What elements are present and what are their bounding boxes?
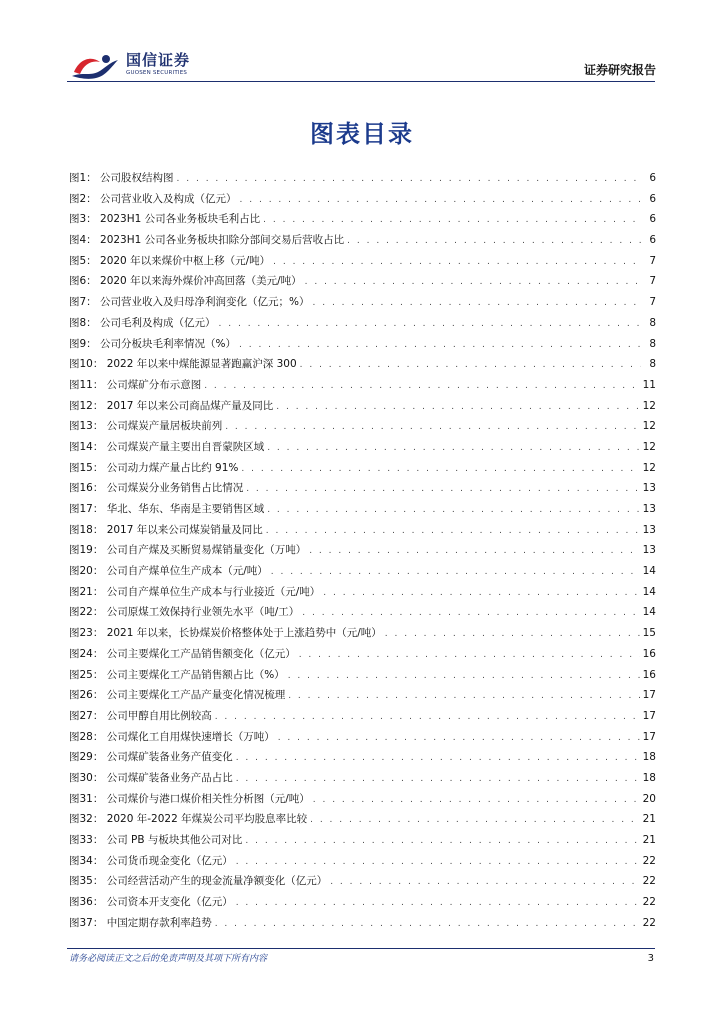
brand-name-cn: 国信证券 — [126, 51, 191, 70]
toc-leader-dots — [309, 546, 639, 556]
toc-leader-dots — [385, 629, 640, 639]
toc-leader-dots — [299, 650, 640, 660]
toc-entry-label: 图21： 公司自产煤单位生产成本与行业接近（元/吨） — [69, 585, 321, 598]
toc-entry-page: 22 — [642, 896, 656, 909]
toc-entry-page: 15 — [642, 627, 656, 640]
toc-entry-label: 图10： 2022 年以来中煤能源显著跑赢沪深 300 — [69, 358, 297, 371]
toc-entry-label: 图33： 公司 PB 与板块其他公司对比 — [69, 834, 243, 846]
toc-entry-label: 图24： 公司主要煤化工产品销售额变化（亿元） — [69, 647, 296, 660]
toc-entry[interactable] — [69, 791, 656, 812]
toc-leader-dots — [323, 588, 639, 598]
toc-entry[interactable] — [69, 398, 656, 419]
toc-entry-label: 图19： 公司自产煤及买断贸易煤销量变化（万吨） — [69, 544, 307, 557]
toc-entry-label: 图20： 公司自产煤单位生产成本（元/吨） — [69, 565, 268, 578]
toc-leader-dots — [240, 195, 641, 205]
toc-entry-label: 图2： 公司营业收入及构成（亿元） — [69, 192, 237, 205]
toc-entry-page: 17 — [642, 689, 656, 702]
toc-entry-page: 8 — [649, 316, 656, 329]
toc-entry[interactable] — [69, 377, 656, 398]
toc-entry[interactable] — [69, 522, 656, 543]
toc-leader-dots — [239, 340, 641, 350]
toc-entry-label: 图4： 2023H1 公司各业务板块扣除分部间交易后营收占比 — [69, 234, 345, 247]
toc-entry[interactable] — [69, 315, 656, 336]
toc-entry-page: 18 — [642, 751, 656, 764]
toc-entry-page: 12 — [642, 420, 656, 433]
toc-entry-page: 17 — [642, 730, 656, 743]
toc-entry-label: 图23： 2021 年以来，长协煤炭价格整体处于上涨趋势中（元/吨） — [69, 627, 382, 640]
toc-entry[interactable] — [69, 811, 656, 832]
toc-entry-page: 12 — [642, 440, 656, 453]
toc-leader-dots — [288, 671, 640, 681]
toc-entry-page: 16 — [642, 647, 656, 660]
toc-leader-dots — [273, 257, 641, 267]
toc-entry-label: 图28： 公司煤化工自用煤快速增长（万吨） — [69, 730, 275, 743]
toc-entry[interactable] — [69, 294, 656, 315]
toc-entry-page: 22 — [642, 854, 656, 867]
toc-entry[interactable] — [69, 170, 656, 191]
page-title: 图表目录 — [310, 120, 414, 148]
toc-entry-label: 图18： 2017 年以来公司煤炭销量及同比 — [69, 523, 263, 536]
toc-leader-dots — [302, 608, 639, 618]
toc-entry[interactable] — [69, 604, 656, 625]
brand-name-en: GUOSEN SECURITIES — [126, 70, 188, 77]
toc-entry-page: 6 — [649, 213, 656, 226]
toc-entry-label: 图25： 公司主要煤化工产品销售额占比（%） — [69, 668, 285, 681]
toc-leader-dots — [263, 215, 641, 225]
toc-entry-page: 13 — [642, 523, 656, 536]
toc-leader-dots — [177, 174, 641, 184]
toc-entry[interactable] — [69, 563, 656, 584]
toc-entry[interactable] — [69, 480, 656, 501]
toc-entry[interactable] — [69, 873, 656, 894]
toc-entry[interactable] — [69, 273, 656, 294]
toc-leader-dots — [225, 422, 639, 432]
toc-entry[interactable] — [69, 625, 656, 646]
toc-entry-label: 图29： 公司煤矿装备业务产值变化 — [69, 751, 233, 764]
toc-entry[interactable] — [69, 687, 656, 708]
toc-entry-page: 6 — [649, 234, 656, 247]
toc-leader-dots — [313, 298, 642, 308]
toc-entry[interactable] — [69, 542, 656, 563]
toc-entry-page: 7 — [649, 296, 656, 309]
guosen-logo-icon — [70, 50, 122, 80]
toc-leader-dots — [267, 443, 639, 453]
toc-entry-page: 13 — [642, 482, 656, 495]
toc-entry[interactable] — [69, 253, 656, 274]
toc-entry-label: 图7： 公司营业收入及归母净利润变化（亿元；%） — [69, 296, 310, 309]
toc-entry-page: 20 — [642, 792, 656, 805]
toc-entry-page: 8 — [649, 337, 656, 350]
toc-entry-page: 8 — [649, 358, 656, 371]
toc-entry-label: 图5： 2020 年以来煤价中枢上移（元/吨） — [69, 254, 271, 267]
toc-entry[interactable] — [69, 770, 656, 791]
toc-entry-label: 图15： 公司动力煤产量占比约 91% — [69, 461, 239, 474]
toc-entry-label: 图13： 公司煤炭产量居板块前列 — [69, 420, 223, 433]
toc-entry[interactable] — [69, 232, 656, 253]
toc-entry-page: 6 — [649, 192, 656, 205]
toc-entry-page: 11 — [642, 378, 656, 391]
toc-entry-label: 图37： 中国定期存款利率趋势 — [69, 916, 212, 929]
toc-entry-page: 22 — [642, 875, 656, 888]
toc-entry[interactable] — [69, 729, 656, 750]
toc-leader-dots — [276, 402, 639, 412]
toc-leader-dots — [246, 484, 639, 494]
toc-entry[interactable] — [69, 439, 656, 460]
toc-leader-dots — [236, 857, 640, 867]
toc-entry-page: 7 — [649, 275, 656, 288]
toc-entry-page: 16 — [642, 668, 656, 681]
toc-leader-dots — [347, 236, 641, 246]
toc-entry-label: 图34： 公司货币现金变化（亿元） — [69, 854, 233, 867]
toc-leader-dots — [215, 712, 640, 722]
toc-leader-dots — [305, 277, 641, 287]
report-type-label: 证券研究报告 — [583, 63, 656, 77]
toc-leader-dots — [236, 898, 640, 908]
toc-entry-page: 6 — [649, 172, 656, 184]
toc-leader-dots — [219, 319, 641, 329]
page-header — [0, 0, 724, 90]
toc-entry-label: 图35： 公司经营活动产生的现金流量净额变化（亿元） — [69, 875, 328, 888]
toc-entry-page: 13 — [642, 544, 656, 557]
toc-leader-dots — [313, 795, 640, 805]
disclaimer-text: 请务必阅读正文之后的免责声明及其项下所有内容 — [69, 954, 268, 964]
toc-entry-page: 21 — [642, 834, 656, 846]
toc-entry-label: 图22： 公司原煤工效保持行业领先水平（吨/工） — [69, 606, 300, 619]
toc-entry[interactable] — [69, 853, 656, 874]
toc-entry[interactable] — [69, 418, 656, 439]
toc-leader-dots — [271, 567, 640, 577]
toc-leader-dots — [241, 464, 639, 474]
footer-divider — [67, 948, 655, 949]
page-number: 3 — [647, 953, 654, 964]
toc-entry[interactable] — [69, 894, 656, 915]
toc-entry-label: 图6： 2020 年以来海外煤价冲高回落（美元/吨） — [69, 275, 302, 288]
toc-leader-dots — [236, 753, 640, 763]
toc-entry[interactable] — [69, 832, 656, 853]
toc-leader-dots — [245, 836, 639, 846]
toc-leader-dots — [267, 505, 639, 515]
toc-entry-label: 图30： 公司煤矿装备业务产品占比 — [69, 771, 233, 784]
toc-entry[interactable] — [69, 584, 656, 605]
toc-entry[interactable] — [69, 460, 656, 481]
toc-leader-dots — [288, 691, 639, 701]
toc-entry[interactable] — [69, 336, 656, 357]
toc-entry-page: 17 — [642, 709, 656, 722]
toc-entry[interactable] — [69, 191, 656, 212]
toc-entry-page: 12 — [642, 399, 656, 412]
table-of-figures — [69, 170, 656, 935]
toc-entry-page: 7 — [649, 254, 656, 267]
toc-entry-label: 图17： 华北、华东、华南是主要销售区域 — [69, 503, 265, 515]
toc-entry-label: 图8： 公司毛利及构成（亿元） — [69, 316, 216, 329]
toc-entry[interactable] — [69, 915, 656, 936]
toc-leader-dots — [266, 526, 640, 536]
header-divider — [67, 81, 655, 82]
toc-entry-label: 图32： 2020 年-2022 年煤炭公司平均股息率比较 — [69, 813, 308, 826]
toc-entry-label: 图31： 公司煤价与港口煤价相关性分析图（元/吨） — [69, 792, 310, 805]
toc-entry[interactable] — [69, 501, 656, 522]
toc-leader-dots — [310, 815, 640, 825]
toc-entry-page: 18 — [642, 771, 656, 784]
brand-logo — [70, 50, 190, 80]
toc-entry-page: 14 — [642, 565, 656, 578]
toc-entry-label: 图9： 公司分板块毛利率情况（%） — [69, 337, 236, 350]
toc-entry[interactable] — [69, 646, 656, 667]
toc-entry-label: 图14： 公司煤炭产量主要出自晋蒙陕区域 — [69, 440, 265, 453]
toc-entry-page: 12 — [642, 461, 656, 474]
toc-entry-page: 21 — [642, 813, 656, 826]
toc-leader-dots — [236, 774, 640, 784]
toc-entry-label: 图16： 公司煤炭分业务销售占比情况 — [69, 482, 244, 495]
toc-entry-label: 图3： 2023H1 公司各业务板块毛利占比 — [69, 213, 261, 226]
toc-entry-label: 图1： 公司股权结构图 — [69, 172, 174, 184]
toc-entry[interactable] — [69, 749, 656, 770]
toc-entry-page: 22 — [642, 916, 656, 929]
toc-leader-dots — [204, 381, 639, 391]
toc-leader-dots — [278, 733, 640, 743]
toc-entry-label: 图26： 公司主要煤化工产品产量变化情况梳理 — [69, 689, 286, 702]
toc-entry-label: 图27： 公司甲醇自用比例较高 — [69, 709, 212, 722]
toc-entry[interactable] — [69, 667, 656, 688]
toc-entry[interactable] — [69, 708, 656, 729]
toc-leader-dots — [300, 360, 641, 370]
toc-entry-label: 图12： 2017 年以来公司商品煤产量及同比 — [69, 399, 274, 412]
toc-entry-page: 14 — [642, 606, 656, 619]
toc-entry[interactable] — [69, 211, 656, 232]
toc-entry[interactable] — [69, 356, 656, 377]
toc-entry-label: 图36： 公司资本开支变化（亿元） — [69, 896, 233, 909]
toc-entry-page: 14 — [642, 585, 656, 598]
toc-leader-dots — [330, 877, 639, 887]
toc-entry-label: 图11： 公司煤矿分布示意图 — [69, 378, 202, 391]
toc-entry-page: 13 — [642, 503, 656, 515]
toc-leader-dots — [215, 919, 640, 929]
